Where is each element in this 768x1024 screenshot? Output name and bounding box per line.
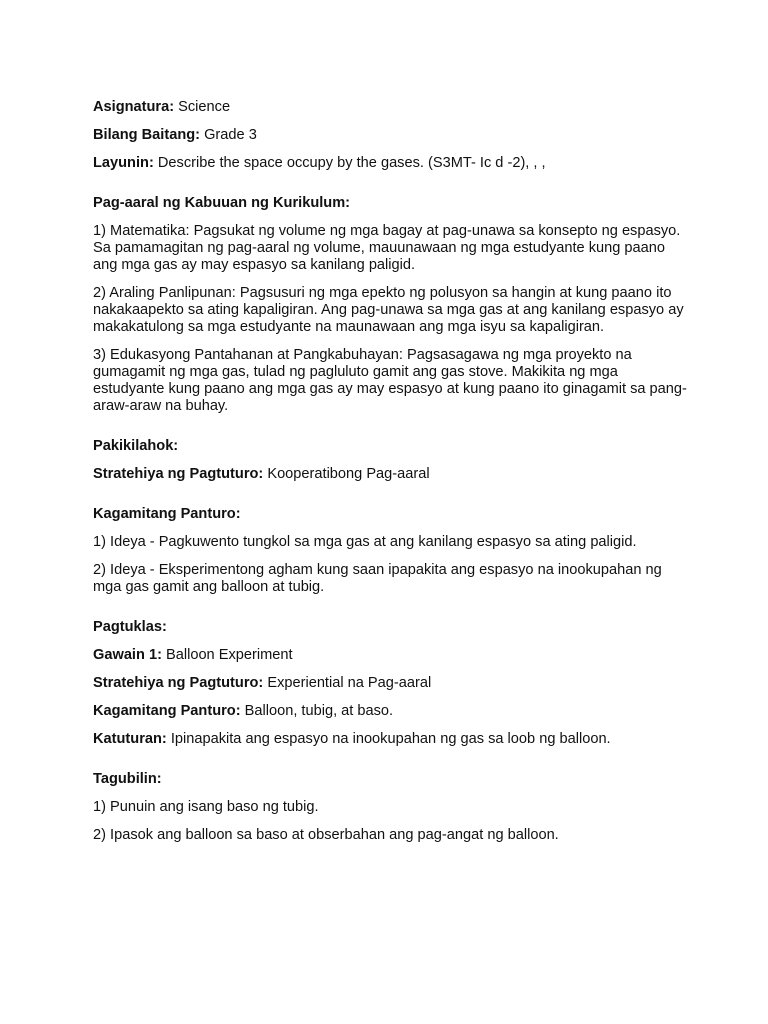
- discovery-heading: Pagtuklas:: [93, 619, 167, 635]
- objective-line: [93, 155, 693, 172]
- discovery-activity-value: Balloon Experiment: [161, 647, 293, 663]
- discovery-outcome-label: Katuturan:: [93, 731, 167, 747]
- objective-label: Layunin:: [93, 155, 154, 171]
- instructions-item-fill-glass: 1) Punuin ang isang baso ng tubig.: [93, 799, 319, 815]
- discovery-activity-line: [93, 647, 693, 664]
- engagement-heading: Pakikilahok:: [93, 438, 179, 454]
- subject-line: [93, 99, 693, 116]
- subject-label: Asignatura:: [93, 99, 175, 115]
- grade-line: [93, 127, 693, 144]
- discovery-strategy-label: Stratehiya ng Pagtuturo:: [93, 675, 264, 691]
- engagement-strategy-label: Stratehiya ng Pagtuturo:: [93, 466, 264, 482]
- discovery-outcome-line: [93, 731, 693, 748]
- discovery-materials-value: Balloon, tubig, at baso.: [240, 703, 394, 719]
- curriculum-item-social-studies: 2) Araling Panlipunan: Pagsusuri ng mga epekto ng polusyon sa hangin at kung paano ito nakakaapekto sa ating kapaligiran. Ang pag-unawa sa mga gas at ang kanilang espasyo ay makakatulong sa mga estudyante na maunawaan ang mga isyu sa kapaligiran.: [93, 285, 684, 335]
- curriculum-heading: Pag-aaral ng Kabuuan ng Kurikulum:: [93, 195, 351, 211]
- discovery-materials-label: Kagamitang Panturo:: [93, 703, 241, 719]
- instructions-item-insert-balloon: 2) Ipasok ang balloon sa baso at obserbahan ang pag-angat ng balloon.: [93, 827, 559, 843]
- materials-item-story: 1) Ideya - Pagkuwento tungkol sa mga gas at ang kanilang espasyo sa ating paligid.: [93, 534, 637, 550]
- engagement-strategy-value: Kooperatibong Pag-aaral: [263, 466, 430, 482]
- curriculum-item-home-economics: 3) Edukasyong Pantahanan at Pangkabuhayan: Pagsasagawa ng mga proyekto na gumagamit ng mga gas, tulad ng pagluluto gamit ang gas stove. Makikita ng mga estudyante kung paano ang mga gas ay may espasyo at kung paano ito ginagamit sa pang-araw-araw na buhay.: [93, 347, 687, 414]
- discovery-strategy-value: Experiential na Pag-aaral: [263, 675, 432, 691]
- subject-value: Science: [174, 99, 231, 115]
- discovery-activity-label: Gawain 1:: [93, 647, 162, 663]
- engagement-strategy-line: [93, 466, 693, 483]
- grade-label: Bilang Baitang:: [93, 127, 201, 143]
- grade-value: Grade 3: [200, 127, 257, 143]
- lesson-plan-document: [93, 99, 693, 855]
- discovery-materials-line: [93, 703, 693, 720]
- curriculum-item-math: 1) Matematika: Pagsukat ng volume ng mga bagay at pag-unawa sa konsepto ng espasyo. Sa pamamagitan ng pag-aaral ng volume, mauunawaan ng mga estudyante kung paano ang mga gas ay may espasyo sa kanilang paligid.: [93, 223, 681, 273]
- materials-item-experiment: 2) Ideya - Eksperimentong agham kung saan ipapakita ang espasyo na inookupahan ng mga gas gamit ang balloon at tubig.: [93, 562, 662, 595]
- discovery-outcome-value: Ipinapakita ang espasyo na inookupahan ng gas sa loob ng balloon.: [166, 731, 611, 747]
- materials-heading: Kagamitang Panturo:: [93, 506, 241, 522]
- instructions-heading: Tagubilin:: [93, 771, 162, 787]
- objective-value: Describe the space occupy by the gases. (S3MT- Ic d -2), , ,: [153, 155, 546, 171]
- discovery-strategy-line: [93, 675, 693, 692]
